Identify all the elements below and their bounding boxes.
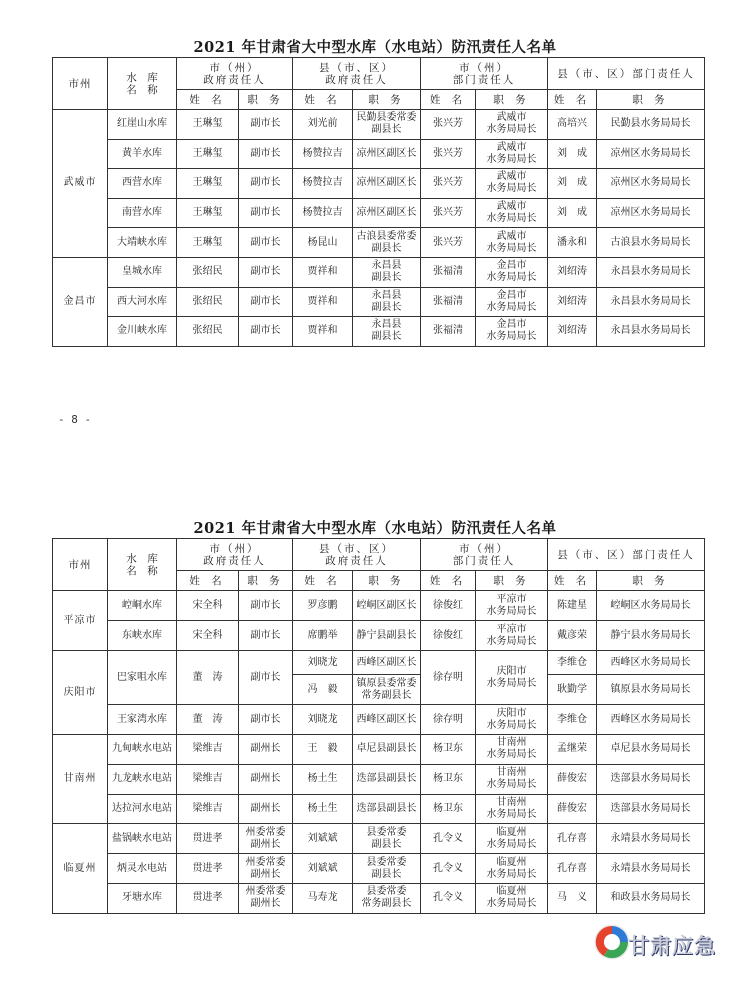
header-position: 职 务 bbox=[476, 571, 548, 591]
person-cell: 张兴芳 bbox=[421, 198, 476, 228]
position-cell: 永昌县 副县长 bbox=[353, 317, 421, 347]
header-name: 姓 名 bbox=[548, 90, 597, 110]
person-cell: 梁维吉 bbox=[177, 764, 239, 794]
position-cell: 副市长 bbox=[239, 139, 293, 169]
position-cell: 副市长 bbox=[239, 591, 293, 621]
reservoir-cell: 九龙峡水电站 bbox=[108, 764, 177, 794]
table-row bbox=[53, 824, 705, 854]
header-name: 姓 名 bbox=[293, 90, 353, 110]
header-position: 职 务 bbox=[476, 90, 548, 110]
person-cell: 张绍民 bbox=[177, 287, 239, 317]
header-name: 姓 名 bbox=[421, 571, 476, 591]
person-cell: 张兴芳 bbox=[421, 110, 476, 140]
city-cell: 金昌市 bbox=[53, 257, 108, 346]
position-cell: 卓尼县副县长 bbox=[353, 735, 421, 765]
position-cell: 古浪县委常委 副县长 bbox=[353, 228, 421, 258]
person-cell: 王琳玺 bbox=[177, 228, 239, 258]
header-city-gov: 市（州） 政府责任人 bbox=[177, 58, 293, 90]
position-cell: 武威市 水务局局长 bbox=[476, 228, 548, 258]
position-cell: 永昌县 副县长 bbox=[353, 287, 421, 317]
position-cell: 副州长 bbox=[239, 735, 293, 765]
person-cell: 冯 毅 bbox=[293, 675, 353, 705]
position-cell: 永昌县水务局局长 bbox=[597, 287, 705, 317]
position-cell: 武威市 水务局局长 bbox=[476, 198, 548, 228]
position-cell: 副市长 bbox=[239, 169, 293, 199]
person-cell: 贾祥和 bbox=[293, 287, 353, 317]
person-cell: 杨赞拉吉 bbox=[293, 169, 353, 199]
position-cell: 州委常委 副州长 bbox=[239, 883, 293, 913]
person-cell: 马寿龙 bbox=[293, 883, 353, 913]
position-cell: 民勤县委常委 副县长 bbox=[353, 110, 421, 140]
position-cell: 和政县水务局局长 bbox=[597, 883, 705, 913]
position-cell: 永昌县 副县长 bbox=[353, 257, 421, 287]
reservoir-cell: 大靖峡水库 bbox=[108, 228, 177, 258]
reservoir-cell: 盐锅峡水电站 bbox=[108, 824, 177, 854]
header-county-gov: 县（市、区） 政府责任人 bbox=[293, 58, 421, 90]
position-cell: 西峰区水务局局长 bbox=[597, 705, 705, 735]
person-cell: 刘斌斌 bbox=[293, 824, 353, 854]
header-city-dept: 市（州） 部门责任人 bbox=[421, 539, 548, 571]
position-cell: 镇原县水务局局长 bbox=[597, 675, 705, 705]
person-cell: 王琳玺 bbox=[177, 139, 239, 169]
page-title-1: 2021 年甘肃省大中型水库（水电站）防汛责任人名单 bbox=[193, 39, 557, 56]
position-cell: 副市长 bbox=[239, 257, 293, 287]
position-cell: 县委常委 副县长 bbox=[353, 824, 421, 854]
page-number: - 8 - bbox=[58, 413, 92, 426]
header-city-gov: 市（州） 政府责任人 bbox=[177, 539, 293, 571]
city-cell: 庆阳市 bbox=[53, 651, 108, 735]
header-name: 姓 名 bbox=[177, 571, 239, 591]
header-city-dept: 市（州） 部门责任人 bbox=[421, 58, 548, 90]
person-cell: 刘 成 bbox=[548, 139, 597, 169]
person-cell: 孟继荣 bbox=[548, 735, 597, 765]
page-title-2: 2021 年甘肃省大中型水库（水电站）防汛责任人名单 bbox=[193, 520, 557, 537]
person-cell: 马 义 bbox=[548, 883, 597, 913]
roster-table-1 bbox=[52, 57, 705, 347]
city-cell: 临夏州 bbox=[53, 824, 108, 913]
header-position: 职 务 bbox=[353, 90, 421, 110]
reservoir-cell: 南营水库 bbox=[108, 198, 177, 228]
person-cell: 刘绍涛 bbox=[548, 287, 597, 317]
position-cell: 武威市 水务局局长 bbox=[476, 110, 548, 140]
header-position: 职 务 bbox=[239, 90, 293, 110]
person-cell: 杨土生 bbox=[293, 794, 353, 824]
position-cell: 副市长 bbox=[239, 110, 293, 140]
watermark bbox=[592, 922, 742, 966]
header-name: 姓 名 bbox=[548, 571, 597, 591]
person-cell: 徐俊红 bbox=[421, 591, 476, 621]
person-cell: 刘绍涛 bbox=[548, 317, 597, 347]
position-cell: 临夏州 水务局局长 bbox=[476, 824, 548, 854]
person-cell: 戴彦荣 bbox=[548, 621, 597, 651]
person-cell: 张兴芳 bbox=[421, 139, 476, 169]
table-row bbox=[53, 621, 705, 651]
position-cell: 永昌县水务局局长 bbox=[597, 257, 705, 287]
person-cell: 张福清 bbox=[421, 257, 476, 287]
table-row bbox=[53, 764, 705, 794]
header-reservoir: 水 库 名 称 bbox=[108, 58, 177, 110]
person-cell: 董 涛 bbox=[177, 651, 239, 705]
person-cell: 杨昆山 bbox=[293, 228, 353, 258]
person-cell: 薛俊宏 bbox=[548, 764, 597, 794]
person-cell: 杨土生 bbox=[293, 764, 353, 794]
person-cell: 李维仓 bbox=[548, 705, 597, 735]
position-cell: 凉州区水务局局长 bbox=[597, 198, 705, 228]
position-cell: 庆阳市 水务局局长 bbox=[476, 651, 548, 705]
person-cell: 王 毅 bbox=[293, 735, 353, 765]
person-cell: 贯进孝 bbox=[177, 854, 239, 884]
position-cell: 永靖县水务局局长 bbox=[597, 824, 705, 854]
position-cell: 甘南州 水务局局长 bbox=[476, 735, 548, 765]
reservoir-cell: 达拉河水电站 bbox=[108, 794, 177, 824]
position-cell: 民勤县水务局局长 bbox=[597, 110, 705, 140]
header-reservoir: 水 库 名 称 bbox=[108, 539, 177, 591]
reservoir-cell: 西营水库 bbox=[108, 169, 177, 199]
reservoir-cell: 东峡水库 bbox=[108, 621, 177, 651]
person-cell: 杨卫东 bbox=[421, 794, 476, 824]
position-cell: 静宁县水务局局长 bbox=[597, 621, 705, 651]
city-cell: 平凉市 bbox=[53, 591, 108, 651]
position-cell: 迭部县水务局局长 bbox=[597, 764, 705, 794]
city-cell: 武威市 bbox=[53, 110, 108, 258]
position-cell: 武威市 水务局局长 bbox=[476, 139, 548, 169]
person-cell: 孔令义 bbox=[421, 824, 476, 854]
header-county-gov: 县（市、区） 政府责任人 bbox=[293, 539, 421, 571]
roster-table-2 bbox=[52, 538, 705, 914]
person-cell: 刘晓龙 bbox=[293, 705, 353, 735]
person-cell: 杨赞拉吉 bbox=[293, 198, 353, 228]
person-cell: 张兴芳 bbox=[421, 228, 476, 258]
person-cell: 席鹏举 bbox=[293, 621, 353, 651]
person-cell: 孔令义 bbox=[421, 883, 476, 913]
person-cell: 张兴芳 bbox=[421, 169, 476, 199]
position-cell: 副市长 bbox=[239, 198, 293, 228]
table-row bbox=[53, 257, 705, 287]
position-cell: 凉州区副区长 bbox=[353, 198, 421, 228]
header-position: 职 务 bbox=[597, 90, 705, 110]
person-cell: 罗彦鹏 bbox=[293, 591, 353, 621]
position-cell: 甘南州 水务局局长 bbox=[476, 794, 548, 824]
table-row bbox=[53, 228, 705, 258]
position-cell: 古浪县水务局局长 bbox=[597, 228, 705, 258]
person-cell: 董 涛 bbox=[177, 705, 239, 735]
person-cell: 孔存喜 bbox=[548, 854, 597, 884]
position-cell: 副市长 bbox=[239, 621, 293, 651]
person-cell: 杨卫东 bbox=[421, 735, 476, 765]
person-cell: 李维仓 bbox=[548, 651, 597, 675]
reservoir-cell: 牙塘水库 bbox=[108, 883, 177, 913]
position-cell: 西峰区水务局局长 bbox=[597, 651, 705, 675]
person-cell: 贾祥和 bbox=[293, 257, 353, 287]
position-cell: 静宁县副县长 bbox=[353, 621, 421, 651]
position-cell: 西峰区副区长 bbox=[353, 651, 421, 675]
reservoir-cell: 王家湾水库 bbox=[108, 705, 177, 735]
table-row bbox=[53, 110, 705, 140]
table-row bbox=[53, 735, 705, 765]
position-cell: 迭部县副县长 bbox=[353, 794, 421, 824]
person-cell: 刘晓龙 bbox=[293, 651, 353, 675]
person-cell: 刘斌斌 bbox=[293, 854, 353, 884]
header-city: 市州 bbox=[53, 58, 108, 110]
position-cell: 凉州区水务局局长 bbox=[597, 169, 705, 199]
person-cell: 刘 成 bbox=[548, 169, 597, 199]
position-cell: 金昌市 水务局局长 bbox=[476, 287, 548, 317]
header-county-dept: 县（市、区）部门责任人 bbox=[548, 539, 705, 571]
position-cell: 副市长 bbox=[239, 287, 293, 317]
person-cell: 孔令义 bbox=[421, 854, 476, 884]
position-cell: 崆峒区水务局局长 bbox=[597, 591, 705, 621]
table-row bbox=[53, 198, 705, 228]
person-cell: 徐存明 bbox=[421, 705, 476, 735]
reservoir-cell: 西大河水库 bbox=[108, 287, 177, 317]
reservoir-cell: 巴家咀水库 bbox=[108, 651, 177, 705]
reservoir-cell: 炳灵水电站 bbox=[108, 854, 177, 884]
position-cell: 平凉市 水务局局长 bbox=[476, 621, 548, 651]
position-cell: 武威市 水务局局长 bbox=[476, 169, 548, 199]
swirl-logo-icon bbox=[592, 922, 632, 962]
table-row bbox=[53, 169, 705, 199]
person-cell: 刘绍涛 bbox=[548, 257, 597, 287]
person-cell: 梁维吉 bbox=[177, 735, 239, 765]
person-cell: 刘光前 bbox=[293, 110, 353, 140]
person-cell: 高培兴 bbox=[548, 110, 597, 140]
person-cell: 耿勤学 bbox=[548, 675, 597, 705]
position-cell: 县委常委 副县长 bbox=[353, 854, 421, 884]
position-cell: 凉州区副区长 bbox=[353, 139, 421, 169]
position-cell: 州委常委 副州长 bbox=[239, 854, 293, 884]
person-cell: 张绍民 bbox=[177, 257, 239, 287]
table-row bbox=[53, 317, 705, 347]
reservoir-cell: 皇城水库 bbox=[108, 257, 177, 287]
person-cell: 梁维吉 bbox=[177, 794, 239, 824]
table-row bbox=[53, 705, 705, 735]
table-row bbox=[53, 854, 705, 884]
person-cell: 刘 成 bbox=[548, 198, 597, 228]
person-cell: 张绍民 bbox=[177, 317, 239, 347]
header-position: 职 务 bbox=[353, 571, 421, 591]
position-cell: 西峰区副区长 bbox=[353, 705, 421, 735]
person-cell: 薛俊宏 bbox=[548, 794, 597, 824]
person-cell: 王琳玺 bbox=[177, 198, 239, 228]
reservoir-cell: 黄羊水库 bbox=[108, 139, 177, 169]
position-cell: 副市长 bbox=[239, 651, 293, 705]
person-cell: 宋全科 bbox=[177, 591, 239, 621]
position-cell: 州委常委 副州长 bbox=[239, 824, 293, 854]
header-position: 职 务 bbox=[597, 571, 705, 591]
person-cell: 潘永和 bbox=[548, 228, 597, 258]
table-row bbox=[53, 794, 705, 824]
header-county-dept: 县（市、区）部门责任人 bbox=[548, 58, 705, 90]
person-cell: 贾祥和 bbox=[293, 317, 353, 347]
position-cell: 县委常委 常务副县长 bbox=[353, 883, 421, 913]
person-cell: 孔存喜 bbox=[548, 824, 597, 854]
position-cell: 副市长 bbox=[239, 317, 293, 347]
person-cell: 贯进孝 bbox=[177, 883, 239, 913]
city-cell: 甘南州 bbox=[53, 735, 108, 824]
person-cell: 杨赞拉吉 bbox=[293, 139, 353, 169]
header-position: 职 务 bbox=[239, 571, 293, 591]
table-row bbox=[53, 591, 705, 621]
position-cell: 临夏州 水务局局长 bbox=[476, 883, 548, 913]
watermark-text: 甘肃应急 bbox=[628, 934, 716, 958]
position-cell: 副市长 bbox=[239, 705, 293, 735]
reservoir-cell: 九甸峡水电站 bbox=[108, 735, 177, 765]
position-cell: 副市长 bbox=[239, 228, 293, 258]
header-name: 姓 名 bbox=[293, 571, 353, 591]
person-cell: 徐存明 bbox=[421, 651, 476, 705]
position-cell: 庆阳市 水务局局长 bbox=[476, 705, 548, 735]
person-cell: 徐俊红 bbox=[421, 621, 476, 651]
person-cell: 宋全科 bbox=[177, 621, 239, 651]
table-row bbox=[53, 883, 705, 913]
position-cell: 卓尼县水务局局长 bbox=[597, 735, 705, 765]
position-cell: 迭部县副县长 bbox=[353, 764, 421, 794]
table-row bbox=[53, 287, 705, 317]
table-row bbox=[53, 139, 705, 169]
position-cell: 镇原县委常委 常务副县长 bbox=[353, 675, 421, 705]
position-cell: 崆峒区副区长 bbox=[353, 591, 421, 621]
person-cell: 张福清 bbox=[421, 287, 476, 317]
person-cell: 王琳玺 bbox=[177, 169, 239, 199]
person-cell: 王琳玺 bbox=[177, 110, 239, 140]
position-cell: 迭部县水务局局长 bbox=[597, 794, 705, 824]
position-cell: 副州长 bbox=[239, 794, 293, 824]
position-cell: 平凉市 水务局局长 bbox=[476, 591, 548, 621]
person-cell: 张福清 bbox=[421, 317, 476, 347]
position-cell: 永靖县水务局局长 bbox=[597, 854, 705, 884]
header-city: 市州 bbox=[53, 539, 108, 591]
position-cell: 金昌市 水务局局长 bbox=[476, 317, 548, 347]
position-cell: 永昌县水务局局长 bbox=[597, 317, 705, 347]
header-name: 姓 名 bbox=[177, 90, 239, 110]
position-cell: 甘南州 水务局局长 bbox=[476, 764, 548, 794]
position-cell: 金昌市 水务局局长 bbox=[476, 257, 548, 287]
person-cell: 杨卫东 bbox=[421, 764, 476, 794]
table-row bbox=[53, 651, 705, 675]
reservoir-cell: 金川峡水库 bbox=[108, 317, 177, 347]
position-cell: 临夏州 水务局局长 bbox=[476, 854, 548, 884]
position-cell: 凉州区副区长 bbox=[353, 169, 421, 199]
person-cell: 贯进孝 bbox=[177, 824, 239, 854]
reservoir-cell: 红崖山水库 bbox=[108, 110, 177, 140]
reservoir-cell: 崆峒水库 bbox=[108, 591, 177, 621]
position-cell: 副州长 bbox=[239, 764, 293, 794]
header-name: 姓 名 bbox=[421, 90, 476, 110]
position-cell: 凉州区水务局局长 bbox=[597, 139, 705, 169]
person-cell: 陈建星 bbox=[548, 591, 597, 621]
